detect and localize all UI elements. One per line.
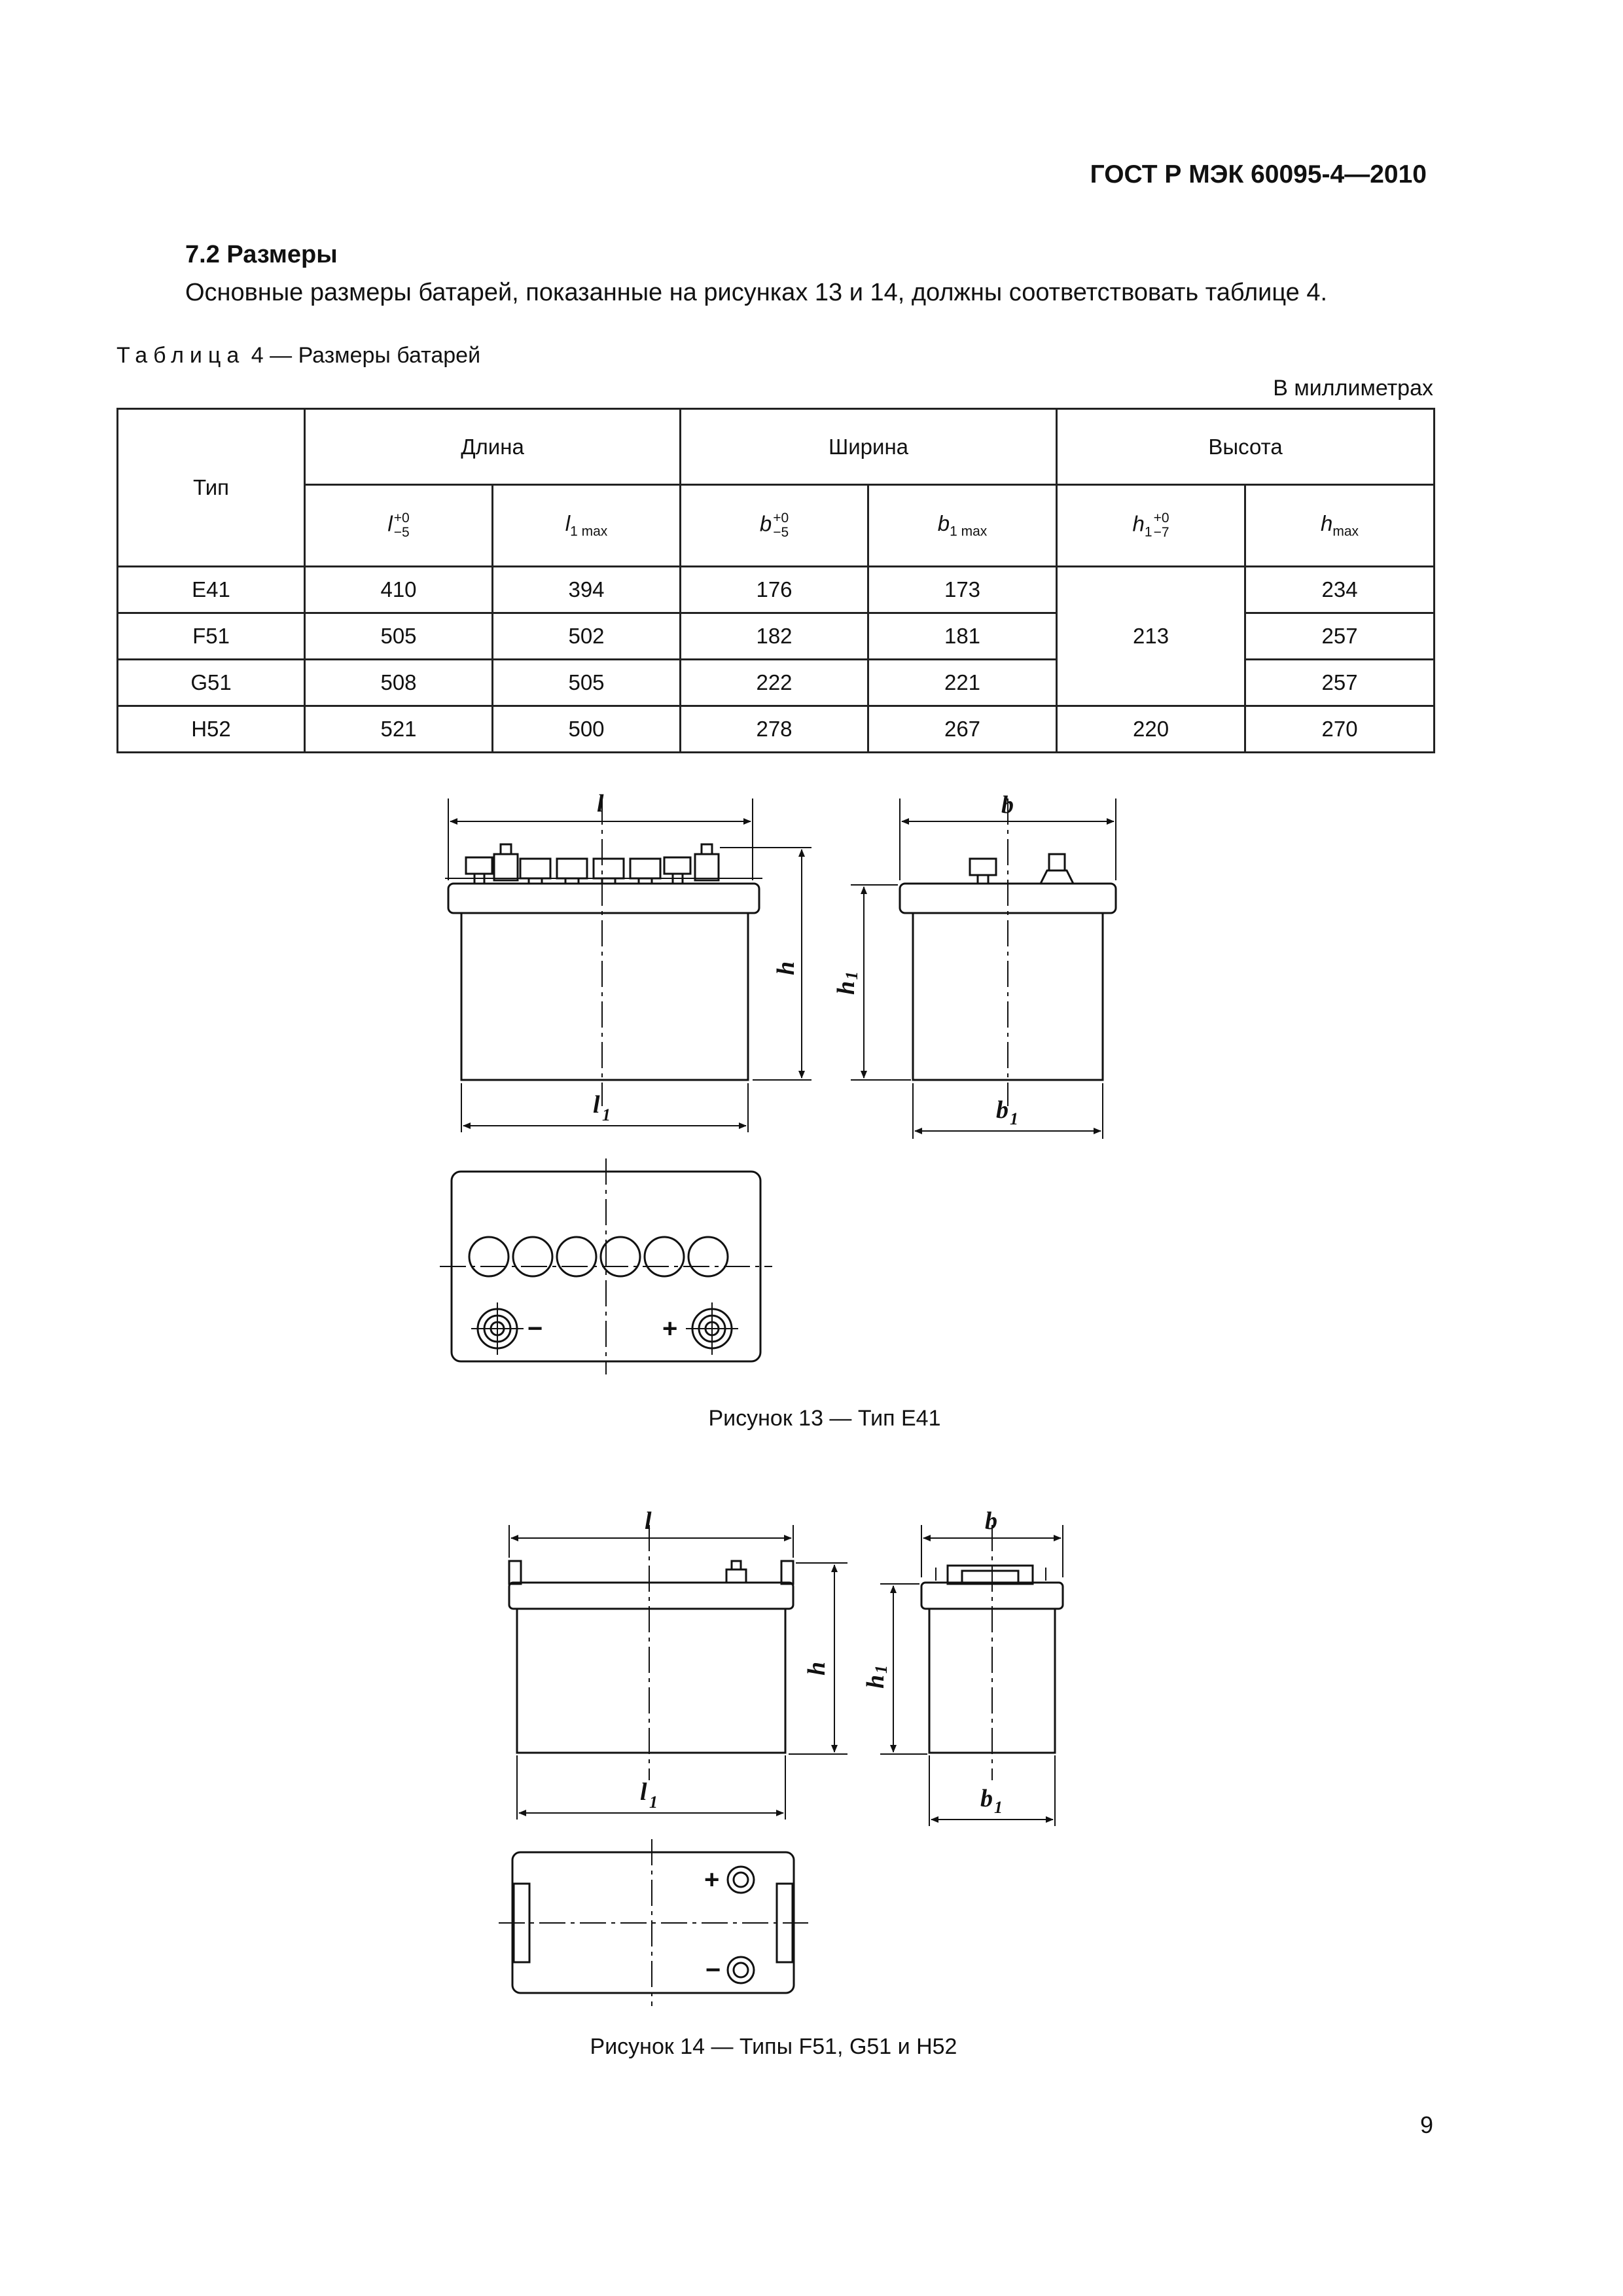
section-body: Основные размеры батарей, показанные на рисунках 13 и 14, должны соответствовать таблице 4.	[185, 279, 1328, 306]
fig14-plus-sign: +	[704, 1865, 720, 1894]
cell-l: 521	[305, 706, 493, 753]
fig13-label-h1-sub: 1	[842, 971, 861, 980]
cell-b: 278	[681, 706, 868, 753]
fig13-label-l1-sub: 1	[602, 1105, 611, 1124]
fig13-label-l1: l	[593, 1091, 600, 1119]
cell-type: E41	[118, 567, 305, 613]
fig13-label-b: b	[1001, 791, 1014, 819]
cell-l1max: 394	[493, 567, 681, 613]
cell-hmax: 257	[1245, 660, 1435, 706]
cell-b1max: 181	[868, 613, 1057, 660]
figure14-caption: Рисунок 14 — Типы F51, G51 и H52	[590, 2034, 957, 2059]
header-width: Ширина	[681, 409, 1057, 485]
fig14-label-l: l	[645, 1507, 652, 1535]
fig13-vent-caps	[445, 844, 762, 884]
fig13-label-b1-sub: 1	[1010, 1109, 1018, 1128]
cell-h1: 220	[1057, 706, 1245, 753]
fig14-label-b1-sub: 1	[994, 1798, 1003, 1817]
fig13-minus-sign: −	[527, 1314, 543, 1343]
fig13-label-b1: b	[996, 1096, 1008, 1124]
subheader-hmax: $h_{max}$	[1245, 485, 1435, 567]
table-caption-word: Таблица	[116, 343, 245, 368]
table-units: В миллиметрах	[1273, 376, 1433, 401]
fig14-label-l1-sub: 1	[649, 1793, 658, 1812]
fig14-label-h1-sub: 1	[872, 1665, 891, 1674]
cell-type: G51	[118, 660, 305, 706]
cell-l1max: 502	[493, 613, 681, 660]
cell-l: 508	[305, 660, 493, 706]
fig14-label-h: h	[803, 1661, 830, 1676]
fig14-front-view	[509, 1525, 847, 1820]
cell-b: 182	[681, 613, 868, 660]
fig14-label-b1: b	[980, 1785, 993, 1812]
fig14-top-view	[499, 1839, 808, 2006]
cell-hmax: 257	[1245, 613, 1435, 660]
fig13-label-h: h	[772, 961, 800, 975]
fig13-front-view	[445, 798, 812, 1132]
section-title: 7.2 Размеры	[185, 241, 338, 268]
fig13-label-l: l	[597, 790, 604, 817]
fig14-label-h1: h	[862, 1674, 889, 1689]
fig13-plus-sign: +	[662, 1314, 678, 1343]
cell-l1max: 500	[493, 706, 681, 753]
cell-b: 222	[681, 660, 868, 706]
header-height: Высота	[1057, 409, 1435, 485]
figure13-caption: Рисунок 13 — Тип E41	[708, 1406, 941, 1431]
subheader-l1max: $l_{1 max}$	[493, 485, 681, 567]
header-type: Тип	[118, 409, 305, 567]
fig14-label-b: b	[985, 1507, 997, 1535]
cell-type: F51	[118, 613, 305, 660]
fig13-side-view	[851, 798, 1116, 1139]
cell-hmax: 270	[1245, 706, 1435, 753]
page-number: 9	[1419, 2111, 1433, 2138]
cell-b1max: 267	[868, 706, 1057, 753]
cell-b: 176	[681, 567, 868, 613]
document-id: ГОСТ Р МЭК 60095-4—2010	[1090, 160, 1427, 188]
fig14-side-view	[880, 1525, 1063, 1826]
subheader-h1: $h_1$ +0 −7	[1057, 485, 1245, 567]
cell-type: H52	[118, 706, 305, 753]
cell-hmax: 234	[1245, 567, 1435, 613]
cell-l1max: 505	[493, 660, 681, 706]
cell-l: 505	[305, 613, 493, 660]
fig14-label-l1: l	[640, 1778, 647, 1806]
table-caption-title: 4 — Размеры батарей	[251, 343, 481, 368]
fig14-minus-sign: −	[705, 1956, 721, 1984]
subheader-b: b +0 −5	[681, 485, 868, 567]
cell-h1-merged: 213	[1057, 567, 1245, 706]
subheader-b1max: $b_{1 max}$	[868, 485, 1057, 567]
subheader-l: l +0 −5	[305, 485, 493, 567]
fig13-label-h1: h	[832, 980, 860, 995]
cell-b1max: 221	[868, 660, 1057, 706]
cell-l: 410	[305, 567, 493, 613]
header-length: Длина	[305, 409, 681, 485]
fig13-top-view	[440, 1158, 772, 1374]
cell-b1max: 173	[868, 567, 1057, 613]
